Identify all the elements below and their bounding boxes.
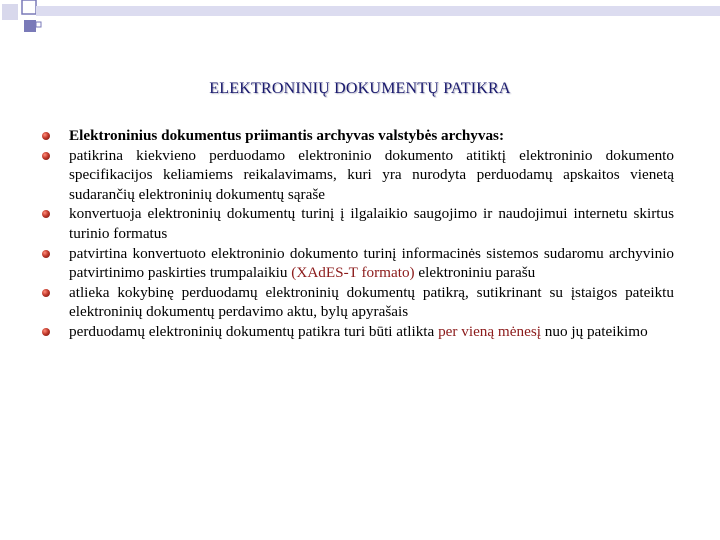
header-decoration (0, 0, 720, 40)
list-item-text: konvertuoja elektroninių dokumentų turinį į ilgalaikio saugojimo ir naudojimui internetu skirtus turinio formatus (69, 205, 674, 242)
bullet-icon (42, 328, 50, 336)
list-item-text: patvirtina konvertuoto elektroninio dokumento turinį informacinės sistemos sudaromu archyvinio patvirtinimo paskirties trumpalaikiu (XAdES-T formato) elektroniniu parašu (69, 244, 674, 282)
list-heading (42, 126, 674, 146)
list-item (42, 204, 674, 243)
list-heading-text: Elektroninius dokumentus priimantis archyvas valstybės archyvas: (69, 127, 505, 144)
list-item (42, 244, 674, 283)
page-title: ELEKTRONINIŲ DOKUMENTŲ PATIKRA (209, 80, 511, 97)
content-list (42, 126, 674, 342)
list-item-text: patikrina kiekvieno perduodamo elektroninio dokumento atitiktį elektroninio dokumento specifikacijos keliamiems reikalavimams, kuri yra nurodyta perduodamų apskaitos vienetą sudarančių elektroninių dokumentų sąraše (69, 146, 674, 203)
list-item (42, 146, 674, 205)
list-item-text: perduodamų elektroninių dokumentų patikra turi būti atlikta per vieną mėnesį nuo jų pateikimo (69, 322, 648, 340)
highlighted-text: per vieną mėnesį (438, 322, 541, 340)
list-item-text: atlieka kokybinę perduodamų elektroninių dokumentų patikrą, sutikrinant su įstaigos pateiktu elektroninių dokumentų perdavimo aktu, bylų apyrašais (69, 283, 674, 321)
bullet-icon (42, 289, 50, 297)
bullet-icon (42, 132, 50, 140)
list-item (42, 322, 674, 342)
bullet-icon (42, 250, 50, 258)
bullet-icon (42, 152, 50, 160)
list-item (42, 283, 674, 322)
highlighted-text: (XAdES-T formato) (291, 264, 415, 282)
bullet-icon (42, 210, 50, 218)
